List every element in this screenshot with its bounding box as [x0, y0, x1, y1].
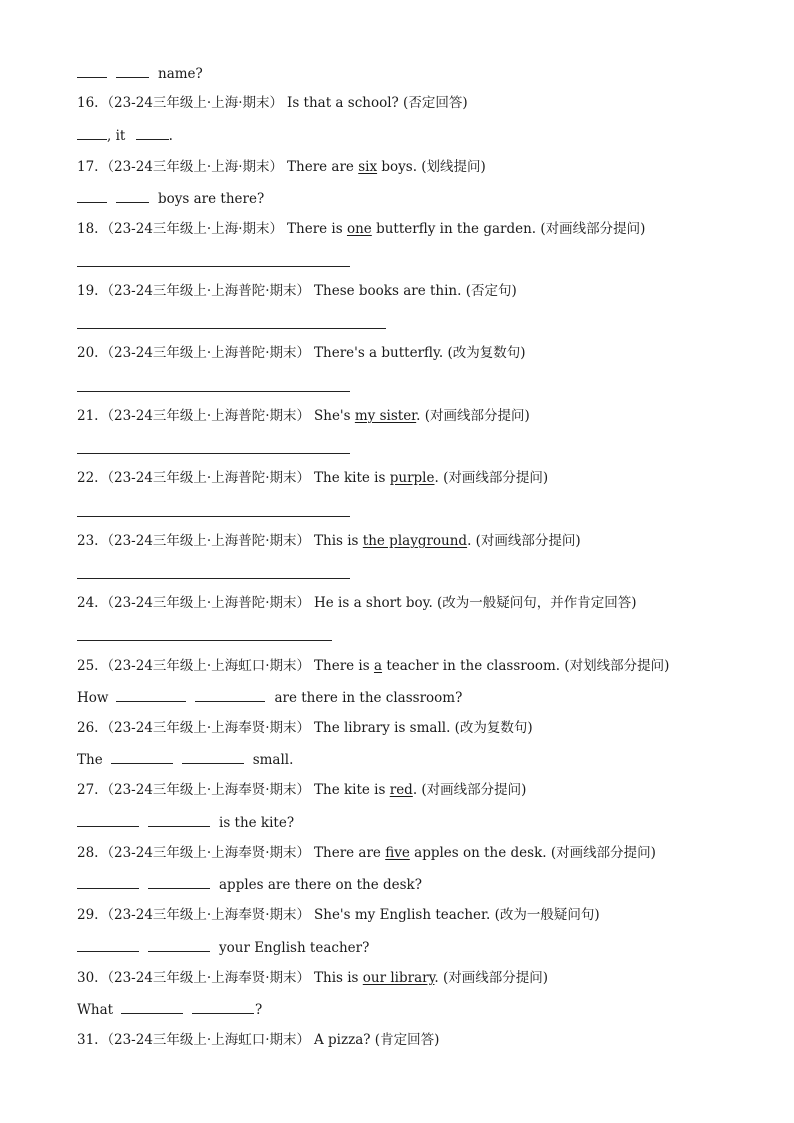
question-text: He is a short boy. (改为一般疑问句，并作肯定回答)	[314, 595, 637, 611]
answer-blank[interactable]	[195, 687, 265, 702]
question-16: 16. （23-24三年级上·上海·期末） Is that a school? (否定回答)	[77, 95, 468, 111]
answer-line-22[interactable]	[77, 516, 350, 517]
answer-line-29: your English teacher?	[77, 937, 369, 957]
question-27: 27. （23-24三年级上·上海奉贤·期末） The kite is red. (对画线部分提问)	[77, 782, 527, 798]
answer-line-26: The small.	[77, 749, 293, 769]
answer-line-21[interactable]	[77, 453, 350, 454]
answer-line-19[interactable]	[77, 328, 386, 329]
answer-line-30: What ?	[77, 999, 262, 1019]
answer-blank[interactable]	[192, 999, 254, 1014]
answer-line-24[interactable]	[77, 640, 332, 641]
answer-blank[interactable]	[77, 874, 139, 889]
answer-blank[interactable]	[116, 188, 149, 203]
answer-line-23[interactable]	[77, 578, 350, 579]
answer-line-25: How are there in the classroom?	[77, 687, 462, 707]
answer-blank[interactable]	[121, 999, 183, 1014]
answer-blank[interactable]	[77, 63, 107, 78]
answer-line-20[interactable]	[77, 391, 350, 392]
answer-blank[interactable]	[111, 749, 173, 764]
question-source: （23-24三年级上·上海奉贤·期末）	[100, 782, 310, 798]
answer-line-17: boys are there?	[77, 188, 264, 208]
answer-blank[interactable]	[148, 812, 210, 827]
question-20: 20. （23-24三年级上·上海普陀·期末） There's a butterfly. (改为复数句)	[77, 345, 526, 361]
question-29: 29. （23-24三年级上·上海奉贤·期末） She's my English teacher. (改为一般疑问句)	[77, 907, 600, 923]
answer-blank[interactable]	[136, 125, 169, 140]
question-text: A pizza? (肯定回答)	[314, 1032, 440, 1048]
question-source: （23-24三年级上·上海普陀·期末）	[100, 283, 310, 299]
underlined-word: the playground	[362, 533, 468, 549]
question-30: 30. （23-24三年级上·上海奉贤·期末） This is our library. (对画线部分提问)	[77, 970, 549, 986]
question-text: There's a butterfly. (改为复数句)	[314, 345, 526, 361]
answer-blank[interactable]	[148, 937, 210, 952]
answer-blank[interactable]	[77, 125, 107, 140]
answer-blank[interactable]	[77, 812, 139, 827]
question-source: （23-24三年级上·上海奉贤·期末）	[100, 720, 310, 736]
question-18: 18. （23-24三年级上·上海·期末） There is one butterfly in the garden. (对画线部分提问)	[77, 221, 646, 237]
question-24: 24. （23-24三年级上·上海普陀·期末） He is a short boy. (改为一般疑问句，并作肯定回答)	[77, 595, 637, 611]
question-source: （23-24三年级上·上海普陀·期末）	[100, 595, 310, 611]
underlined-word: six	[358, 159, 378, 175]
question-22: 22. （23-24三年级上·上海普陀·期末） The kite is purple. (对画线部分提问)	[77, 470, 549, 486]
question-text: Is that a school? (否定回答)	[287, 95, 468, 111]
answer-blank[interactable]	[77, 188, 107, 203]
question-source: （23-24三年级上·上海普陀·期末）	[100, 408, 310, 424]
question-26: 26. （23-24三年级上·上海奉贤·期末） The library is small. (改为复数句)	[77, 720, 533, 736]
question-source: （23-24三年级上·上海虹口·期末）	[100, 1032, 310, 1048]
question-source: （23-24三年级上·上海普陀·期末）	[100, 533, 310, 549]
question-text: She's my English teacher. (改为一般疑问句)	[314, 907, 600, 923]
question-source: （23-24三年级上·上海奉贤·期末）	[100, 970, 310, 986]
answer-line-15: name?	[77, 63, 203, 83]
question-25: 25. （23-24三年级上·上海虹口·期末） There is a teacher in the classroom. (对划线部分提问)	[77, 658, 670, 674]
question-source: （23-24三年级上·上海奉贤·期末）	[100, 845, 310, 861]
answer-blank[interactable]	[148, 874, 210, 889]
answer-line-16: , it .	[77, 125, 173, 145]
question-17: 17. （23-24三年级上·上海·期末） There are six boys. (划线提问)	[77, 159, 486, 175]
underlined-word: my sister	[354, 408, 417, 424]
underlined-word: purple	[389, 470, 435, 486]
question-text: These books are thin. (否定句)	[314, 283, 517, 299]
answer-line-18[interactable]	[77, 266, 350, 267]
underlined-word: red	[389, 782, 413, 798]
question-23: 23. （23-24三年级上·上海普陀·期末） This is the playground. (对画线部分提问)	[77, 533, 581, 549]
answer-line-27: is the kite?	[77, 812, 294, 832]
question-source: （23-24三年级上·上海普陀·期末）	[100, 470, 310, 486]
underlined-word: a	[373, 658, 383, 674]
question-source: （23-24三年级上·上海虹口·期末）	[100, 658, 310, 674]
question-28: 28. （23-24三年级上·上海奉贤·期末） There are five apples on the desk. (对画线部分提问)	[77, 845, 656, 861]
underlined-word: one	[346, 221, 372, 237]
question-text: The library is small. (改为复数句)	[314, 720, 533, 736]
question-source: （23-24三年级上·上海奉贤·期末）	[100, 907, 310, 923]
question-source: （23-24三年级上·上海普陀·期末）	[100, 345, 310, 361]
question-19: 19. （23-24三年级上·上海普陀·期末） These books are thin. (否定句)	[77, 283, 517, 299]
answer-blank[interactable]	[182, 749, 244, 764]
underlined-word: five	[385, 845, 410, 861]
question-source: （23-24三年级上·上海·期末）	[100, 159, 283, 175]
question-source: （23-24三年级上·上海·期末）	[100, 221, 283, 237]
question-21: 21. （23-24三年级上·上海普陀·期末） She's my sister. (对画线部分提问)	[77, 408, 530, 424]
answer-blank[interactable]	[116, 63, 149, 78]
underlined-word: our library	[362, 970, 435, 986]
answer-blank[interactable]	[116, 687, 186, 702]
answer-line-28: apples are there on the desk?	[77, 874, 422, 894]
question-31: 31. （23-24三年级上·上海虹口·期末） A pizza? (肯定回答)	[77, 1032, 440, 1048]
question-source: （23-24三年级上·上海·期末）	[100, 95, 283, 111]
answer-blank[interactable]	[77, 937, 139, 952]
